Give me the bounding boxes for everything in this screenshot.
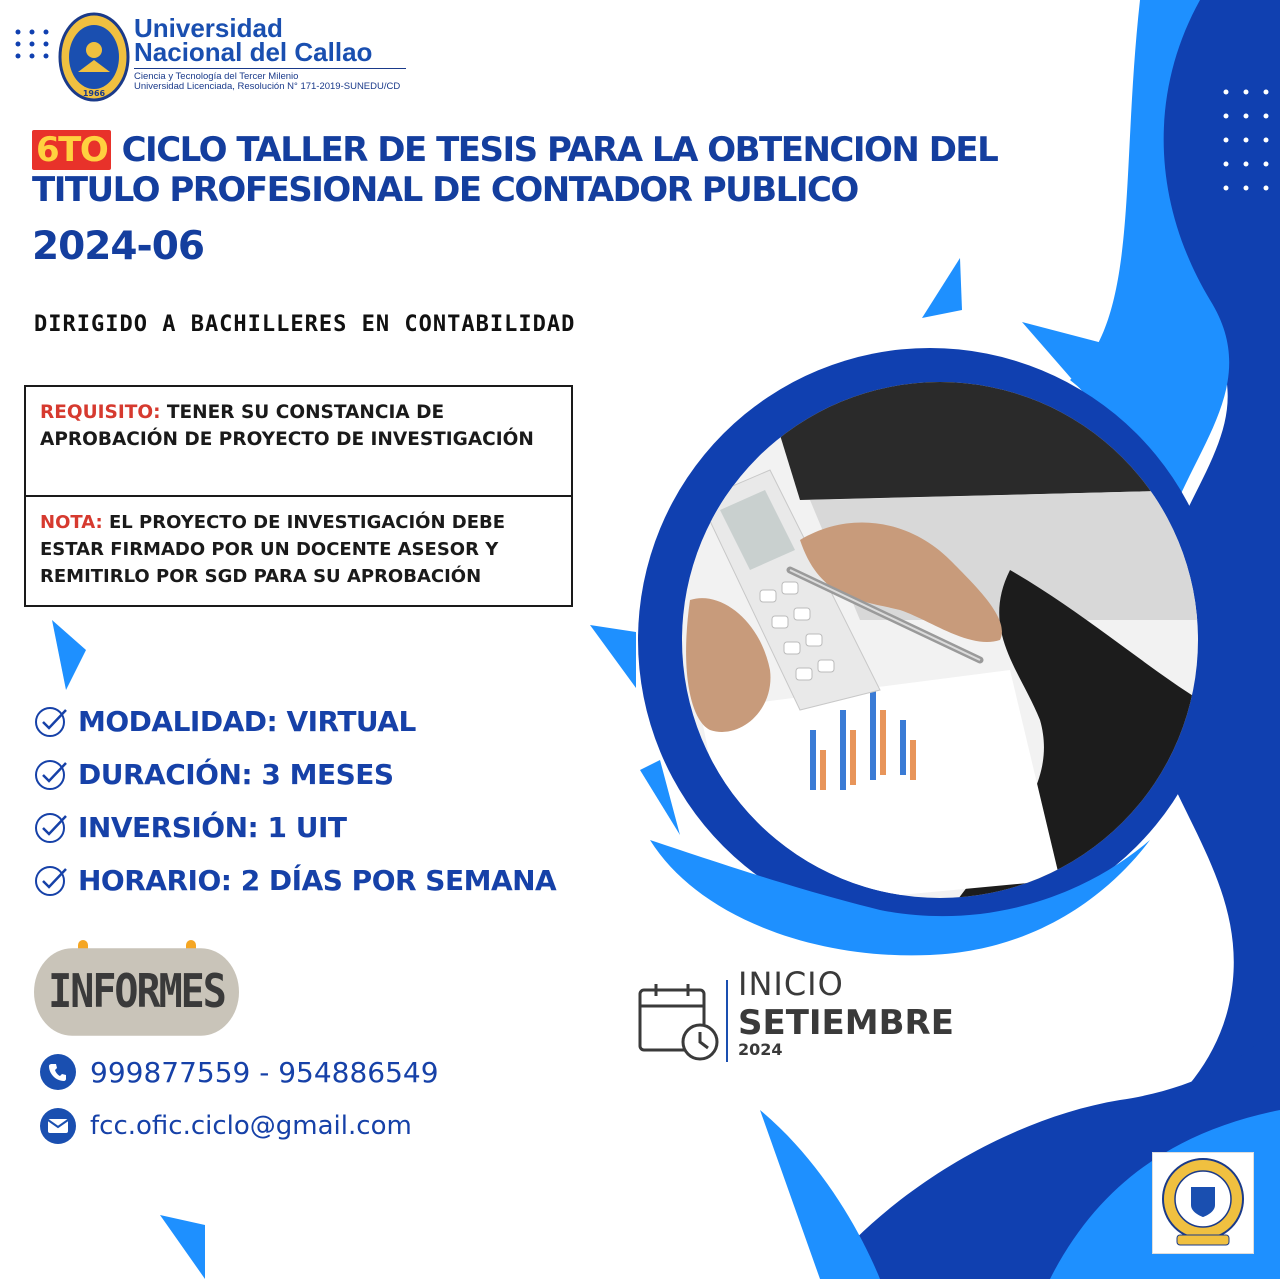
requisito-text: TENER SU CONSTANCIA DE APROBACIÓN DE PROYECTO DE INVESTIGACIÓN: [40, 402, 534, 450]
svg-text:1966: 1966: [82, 89, 106, 98]
title-line1: 6TO CICLO TALLER DE TESIS PARA LA OBTENCION DEL: [32, 130, 1132, 170]
features-list: [34, 704, 556, 897]
university-name-line1: Universidad: [134, 13, 283, 43]
check-circle-icon: [34, 863, 68, 897]
calendar-clock-icon: [636, 980, 720, 1064]
cycle-badge: 6TO: [32, 130, 111, 170]
audience-text: DIRIGIDO A BACHILLERES EN CONTABILIDAD: [34, 312, 576, 337]
email-contact[interactable]: [40, 1108, 412, 1144]
accounting-photo: [680, 370, 1200, 910]
feature-item: HORARIO: 2 DÍAS POR SEMANA: [34, 863, 556, 897]
mail-icon: [40, 1108, 76, 1144]
nota-box: [24, 495, 573, 607]
university-tagline: Ciencia y Tecnología del Tercer Milenio: [134, 71, 299, 82]
email-address[interactable]: fcc.ofic.ciclo@gmail.com: [90, 1111, 412, 1141]
inicio-year: 2024: [738, 1040, 783, 1059]
phone-icon: [40, 1054, 76, 1090]
feature-item: MODALIDAD: VIRTUAL: [34, 704, 556, 738]
inicio-divider: [726, 980, 728, 1062]
faculty-seal-icon: [1153, 1153, 1253, 1253]
feature-item: INVERSIÓN: 1 UIT: [34, 810, 556, 844]
university-seal-icon: [58, 12, 130, 102]
page-title: [32, 130, 1132, 210]
title-year: 2024-06: [32, 224, 205, 269]
university-name-line2: Nacional del Callao: [134, 37, 373, 67]
nota-text: EL PROYECTO DE INVESTIGACIÓN DEBE ESTAR FIRMADO POR UN DOCENTE ASESOR Y REMITIRLO POR SGD PARA SU APROBACIÓN: [40, 512, 506, 587]
requisito-label: REQUISITO:: [40, 402, 161, 423]
phone-number[interactable]: 999877559 - 954886549: [90, 1055, 439, 1089]
feature-item: DURACIÓN: 3 MESES: [34, 757, 556, 791]
informes-badge: INFORMES: [34, 954, 239, 1030]
check-circle-icon: [34, 757, 68, 791]
requisito-box: [24, 385, 573, 497]
title-line2: TITULO PROFESIONAL DE CONTADOR PUBLICO: [32, 170, 858, 210]
university-license: Universidad Licenciada, Resolución N° 171-2019-SUNEDU/CD: [134, 81, 401, 92]
inicio-month: SETIEMBRE: [738, 1003, 954, 1043]
nota-label: NOTA:: [40, 512, 103, 533]
phone-contact[interactable]: [40, 1054, 439, 1090]
university-name: [134, 13, 406, 92]
faculty-seal: [1152, 1152, 1254, 1254]
inicio-block: [738, 965, 954, 1059]
inicio-label: INICIO: [738, 965, 844, 1003]
check-circle-icon: [34, 704, 68, 738]
check-circle-icon: [34, 810, 68, 844]
